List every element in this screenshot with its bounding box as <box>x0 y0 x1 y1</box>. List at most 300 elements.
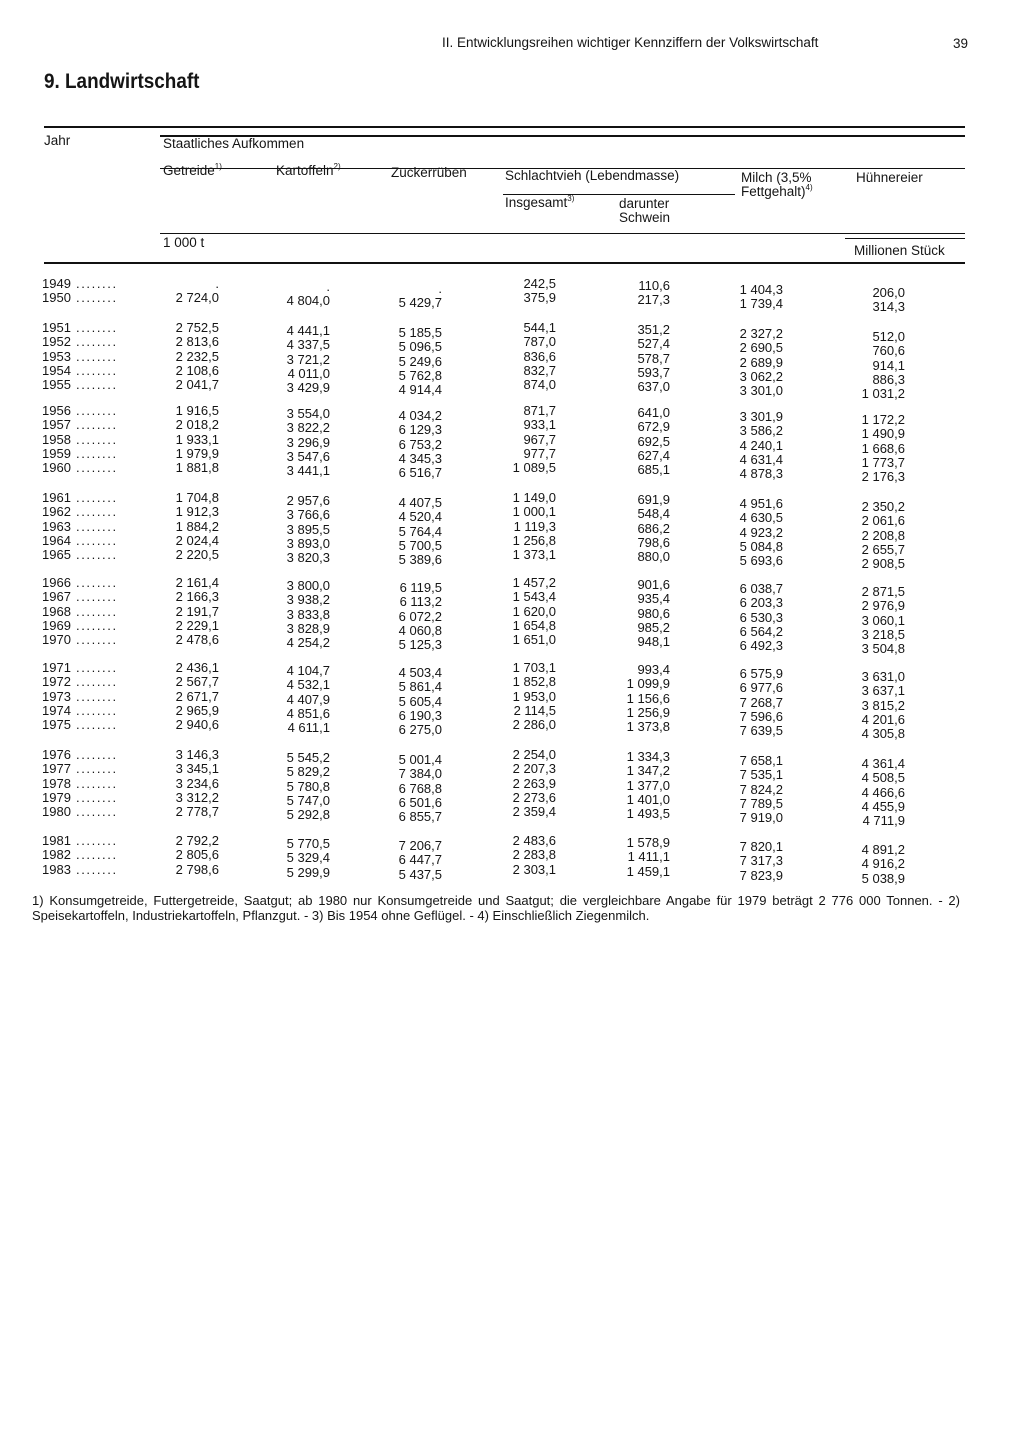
insgesamt-cell: 871,7 <box>523 403 556 418</box>
kartoffeln-cell: 3 833,8 <box>286 606 330 622</box>
col-zuckerrueben: Zuckerrüben <box>391 165 467 180</box>
schwein-cell: 593,7 <box>637 364 670 380</box>
huehnereier-cell: 206,0 <box>872 285 905 300</box>
zuckerrueben-cell: 4 914,4 <box>398 382 442 398</box>
year-cell: 1951 <box>42 320 71 335</box>
insgesamt-cell: 1 119,3 <box>513 518 556 534</box>
table-top-rule <box>44 126 965 128</box>
huehnereier-cell: 3 637,1 <box>861 683 905 699</box>
col-insgesamt: Insgesamt$^{3)}$ <box>505 194 575 210</box>
getreide-cell: 2 220,5 <box>175 547 219 563</box>
kartoffeln-cell: 4 804,0 <box>286 293 330 309</box>
getreide-cell: 2 161,4 <box>175 575 219 590</box>
kartoffeln-cell: 5 299,9 <box>286 864 330 880</box>
kartoffeln-cell: . <box>326 279 330 294</box>
milch-cell: 2 690,5 <box>739 340 783 356</box>
schwein-cell: 1 377,0 <box>626 777 670 793</box>
milch-cell: 6 492,3 <box>739 638 783 654</box>
col-jahr: Jahr <box>44 133 71 148</box>
year-cell: 1972 <box>42 674 71 690</box>
schwein-cell: 1 156,6 <box>626 690 670 706</box>
getreide-cell: 2 805,6 <box>175 847 219 863</box>
zuckerrueben-cell: 5 389,6 <box>398 552 442 568</box>
zuckerrueben-cell: 5 096,5 <box>398 339 442 355</box>
kartoffeln-cell: 5 747,0 <box>286 792 330 808</box>
zuckerrueben-cell: 6 129,3 <box>398 422 442 438</box>
huehnereier-cell: 4 916,2 <box>861 856 905 872</box>
zuckerrueben-cell: 6 855,7 <box>398 809 442 825</box>
leader-dots: ........ <box>76 417 118 433</box>
zuckerrueben-cell: 6 072,2 <box>398 608 442 624</box>
schwein-cell: 351,2 <box>637 322 670 337</box>
leader-dots: ........ <box>76 334 118 350</box>
year-cell: 1963 <box>42 518 71 534</box>
zuckerrueben-cell: 5 764,4 <box>398 523 442 539</box>
milch-cell: 6 530,3 <box>739 609 783 625</box>
kartoffeln-cell: 4 104,7 <box>286 663 330 678</box>
schwein-cell: 691,9 <box>637 492 670 507</box>
milch-cell: 3 062,2 <box>739 368 783 384</box>
schwein-cell: 641,0 <box>637 405 670 420</box>
leader-dots: ........ <box>76 603 118 619</box>
kartoffeln-cell: 2 957,6 <box>286 493 330 508</box>
zuckerrueben-cell: 5 861,4 <box>398 679 442 695</box>
year-cell: 1980 <box>42 804 71 820</box>
year-cell: 1974 <box>42 702 71 718</box>
milch-cell: 4 923,2 <box>739 524 783 540</box>
col-kartoffeln: Kartoffeln$^{2)}$ <box>276 162 341 178</box>
getreide-cell: 2 229,1 <box>175 617 219 633</box>
leader-dots: ........ <box>76 518 118 534</box>
year-cell: 1967 <box>42 589 71 605</box>
leader-dots: ........ <box>76 617 118 633</box>
year-cell: 1964 <box>42 532 71 548</box>
year-cell: 1979 <box>42 789 71 805</box>
insgesamt-cell: 1 953,0 <box>512 688 556 704</box>
huehnereier-cell: 3 218,5 <box>861 626 905 642</box>
leader-dots: ........ <box>76 377 118 393</box>
year-cell: 1981 <box>42 833 71 848</box>
col-schwein: Schwein <box>619 210 671 225</box>
getreide-cell: 1 704,8 <box>175 490 219 505</box>
kartoffeln-cell: 4 407,9 <box>286 691 330 707</box>
huehnereier-cell: 2 976,9 <box>861 598 905 614</box>
insgesamt-cell: 2 303,1 <box>512 861 556 877</box>
zuckerrueben-cell: 6 501,6 <box>398 794 442 810</box>
insgesamt-cell: 2 286,0 <box>512 717 556 733</box>
kartoffeln-cell: 4 441,1 <box>286 323 330 338</box>
kartoffeln-cell: 3 766,6 <box>286 507 330 523</box>
kartoffeln-cell: 5 780,8 <box>286 778 330 794</box>
huehnereier-cell: 760,6 <box>872 343 905 359</box>
leader-dots: ........ <box>76 320 118 335</box>
huehnereier-cell: 4 508,5 <box>861 770 905 786</box>
milch-cell: 7 535,1 <box>739 767 783 783</box>
schwein-cell: 935,4 <box>637 591 670 607</box>
milch-cell: 4 878,3 <box>739 466 783 482</box>
getreide-cell: 2 191,7 <box>175 603 219 619</box>
milch-cell: 6 564,2 <box>739 623 783 639</box>
year-cell: 1971 <box>42 660 71 675</box>
year-cell: 1976 <box>42 747 71 762</box>
insgesamt-cell: 1 373,1 <box>512 547 556 563</box>
huehnereier-cell: 4 711,9 <box>862 813 905 829</box>
year-cell: 1949 <box>42 276 71 291</box>
insgesamt-cell: 2 273,6 <box>512 789 556 805</box>
leader-dots: ........ <box>76 589 118 605</box>
col-huehnereier: Hühnereier <box>856 170 923 185</box>
getreide-cell: 3 146,3 <box>175 747 219 762</box>
getreide-cell: 3 234,6 <box>175 775 219 791</box>
zuckerrueben-cell: 4 060,8 <box>398 622 442 638</box>
year-cell: 1950 <box>42 290 71 306</box>
insgesamt-cell: 874,0 <box>523 377 556 393</box>
leader-dots: ........ <box>76 847 118 863</box>
year-cell: 1962 <box>42 504 71 520</box>
insgesamt-cell: 1 089,5 <box>512 460 556 476</box>
schwein-cell: 217,3 <box>637 292 670 308</box>
huehnereier-cell: 4 361,4 <box>861 756 905 771</box>
milch-cell: 4 951,6 <box>739 496 783 511</box>
year-cell: 1952 <box>42 334 71 350</box>
huehnereier-cell: 314,3 <box>872 299 905 315</box>
zuckerrueben-cell: 5 429,7 <box>398 295 442 311</box>
year-cell: 1978 <box>42 775 71 791</box>
leader-dots: ........ <box>76 804 118 820</box>
milch-cell: 4 240,1 <box>739 437 783 453</box>
group-label: Staatliches Aufkommen <box>163 136 305 151</box>
section-title: 9. Landwirtschaft <box>44 70 200 93</box>
insgesamt-cell: 787,0 <box>523 334 556 350</box>
huehnereier-cell: 4 455,9 <box>861 798 905 814</box>
huehnereier-cell: 4 305,8 <box>861 726 905 742</box>
huehnereier-cell: 1 172,2 <box>861 412 905 427</box>
col-getreide: Getreide$^{1)}$ <box>163 162 222 178</box>
leader-dots: ........ <box>76 445 118 461</box>
milch-cell: 6 575,9 <box>739 666 783 681</box>
col-milch-line1: Milch (3,5% <box>741 170 812 185</box>
col-schlachtvieh: Schlachtvieh (Lebendmasse) <box>505 168 680 183</box>
zuckerrueben-cell: 5 249,6 <box>398 353 442 369</box>
schwein-cell: 692,5 <box>637 433 670 449</box>
schwein-cell: 948,1 <box>637 634 670 650</box>
leader-dots: ........ <box>76 747 118 762</box>
insgesamt-cell: 1 654,8 <box>512 617 556 633</box>
getreide-cell: 2 108,6 <box>175 362 219 378</box>
kartoffeln-cell: 3 554,0 <box>286 406 330 421</box>
milch-cell: 3 301,0 <box>739 383 783 399</box>
insgesamt-cell: 977,7 <box>523 445 556 461</box>
zuckerrueben-cell: 4 520,4 <box>398 509 442 525</box>
zuckerrueben-cell: 6 190,3 <box>398 707 442 723</box>
leader-dots: ........ <box>76 861 118 877</box>
kartoffeln-cell: 3 822,2 <box>286 420 330 436</box>
schwein-cell: 1 401,0 <box>626 791 670 807</box>
year-cell: 1966 <box>42 575 71 590</box>
year-cell: 1958 <box>42 431 71 447</box>
zuckerrueben-cell: 4 345,3 <box>398 450 442 466</box>
kartoffeln-cell: 5 329,4 <box>286 850 330 866</box>
leader-dots: ........ <box>76 833 118 848</box>
huehnereier-cell: 4 891,2 <box>861 842 905 857</box>
zuckerrueben-cell: 4 034,2 <box>398 408 442 423</box>
schwein-cell: 1 373,8 <box>626 719 670 735</box>
kartoffeln-cell: 4 611,1 <box>287 720 330 736</box>
getreide-cell: 2 792,2 <box>175 833 219 848</box>
insgesamt-cell: 2 283,8 <box>512 847 556 863</box>
schwein-cell: 1 334,3 <box>626 749 670 764</box>
schwein-cell: 1 099,9 <box>626 676 670 692</box>
leader-dots: ........ <box>76 575 118 590</box>
getreide-cell: 2 166,3 <box>175 589 219 605</box>
huehnereier-cell: 5 038,9 <box>861 870 905 886</box>
huehnereier-cell: 1 490,9 <box>861 426 905 442</box>
kartoffeln-cell: 3 893,0 <box>286 535 330 551</box>
getreide-cell: 2 724,0 <box>175 290 219 306</box>
milch-cell: 5 693,6 <box>739 553 783 569</box>
leader-dots: ........ <box>76 348 118 364</box>
getreide-cell: 2 041,7 <box>175 377 219 393</box>
insgesamt-cell: 375,9 <box>523 290 556 306</box>
schwein-cell: 637,0 <box>637 379 670 395</box>
leader-dots: ........ <box>76 775 118 791</box>
leader-dots: ........ <box>76 290 118 306</box>
insgesamt-cell: 242,5 <box>523 276 556 291</box>
year-cell: 1977 <box>42 761 71 777</box>
milch-cell: 7 639,5 <box>739 723 783 739</box>
table-header-bottom-rule <box>44 262 965 264</box>
schwein-cell: 1 256,9 <box>626 704 670 720</box>
milch-cell: 7 823,9 <box>739 867 783 883</box>
milch-cell: 7 789,5 <box>739 795 783 811</box>
page-number: 39 <box>953 36 969 51</box>
schwein-cell: 985,2 <box>637 619 670 635</box>
milch-cell: 7 824,2 <box>739 781 783 797</box>
zuckerrueben-cell: 5 605,4 <box>398 693 442 709</box>
kartoffeln-cell: 3 721,2 <box>286 351 330 367</box>
huehnereier-cell: 1 773,7 <box>861 454 905 470</box>
milch-cell: 2 327,2 <box>739 326 783 341</box>
leader-dots: ........ <box>76 490 118 505</box>
kartoffeln-cell: 5 292,8 <box>286 807 330 823</box>
huehnereier-cell: 2 061,6 <box>861 513 905 529</box>
year-cell: 1957 <box>42 417 71 433</box>
col-milch-line2: Fettgehalt)$^{4)}$ <box>741 183 813 199</box>
zuckerrueben-cell: 6 447,7 <box>398 852 442 868</box>
schwein-cell: 798,6 <box>637 534 670 550</box>
leader-dots: ........ <box>76 688 118 704</box>
year-cell: 1968 <box>42 603 71 619</box>
insgesamt-cell: 1 543,4 <box>512 589 556 605</box>
huehnereier-cell: 1 031,2 <box>861 386 905 402</box>
huehnereier-cell: 2 908,5 <box>861 556 905 572</box>
getreide-cell: 2 436,1 <box>175 660 219 675</box>
schwein-cell: 110,6 <box>638 278 670 293</box>
zuckerrueben-cell: 6 753,2 <box>398 436 442 452</box>
kartoffeln-cell: 3 820,3 <box>286 550 330 566</box>
getreide-cell: 2 024,4 <box>175 532 219 548</box>
milch-cell: 7 919,0 <box>739 810 783 826</box>
insgesamt-cell: 1 703,1 <box>512 660 556 675</box>
insgesamt-cell: 933,1 <box>523 417 556 433</box>
zuckerrueben-cell: 5 125,3 <box>398 637 442 653</box>
huehnereier-cell: 914,1 <box>872 357 905 373</box>
year-cell: 1955 <box>42 377 71 393</box>
getreide-cell: 1 979,9 <box>175 445 219 461</box>
insgesamt-cell: 2 254,0 <box>512 747 556 762</box>
getreide-cell: 2 752,5 <box>175 320 219 335</box>
huehnereier-cell: 2 655,7 <box>861 541 905 557</box>
kartoffeln-cell: 4 851,6 <box>286 705 330 721</box>
getreide-cell: 2 018,2 <box>175 417 219 433</box>
schwein-cell: 527,4 <box>637 336 670 352</box>
huehnereier-cell: 2 176,3 <box>861 469 905 485</box>
getreide-cell: 2 478,6 <box>175 632 219 648</box>
getreide-cell: 1 912,3 <box>175 504 219 520</box>
kartoffeln-cell: 4 011,0 <box>287 365 330 381</box>
schwein-cell: 1 411,1 <box>627 849 670 865</box>
year-cell: 1953 <box>42 348 71 364</box>
insgesamt-cell: 2 207,3 <box>512 761 556 777</box>
huehnereier-cell: 2 350,2 <box>861 499 905 514</box>
running-title: II. Entwicklungsreihen wichtiger Kennziffern der Volkswirtschaft <box>442 35 819 50</box>
footnote: 1) Konsumgetreide, Futtergetreide, Saatgut; ab 1980 nur Konsumgetreide und Saatgut; die vergleichbare Angabe für 1979 beträgt 2 776 000 Tonnen. - 2) Speisekartoffeln, Industriekartoffeln, Pflanzgut. - 3) Bis 1954 ohne Geflügel. - 4) Einschließlich Ziegenmilch. <box>32 893 960 923</box>
insgesamt-cell: 836,6 <box>523 348 556 364</box>
insgesamt-cell: 1 000,1 <box>512 504 556 520</box>
insgesamt-cell: 2 483,6 <box>512 833 556 848</box>
zuckerrueben-cell: 6 275,0 <box>398 722 442 738</box>
insgesamt-cell: 2 359,4 <box>512 804 556 820</box>
getreide-cell: 2 940,6 <box>175 717 219 733</box>
kartoffeln-cell: 3 296,9 <box>286 434 330 450</box>
milch-cell: 7 317,3 <box>739 853 783 869</box>
huehnereier-cell: 4 466,6 <box>861 784 905 800</box>
milch-cell: 1 404,3 <box>739 282 783 297</box>
insgesamt-cell: 967,7 <box>523 431 556 447</box>
year-cell: 1965 <box>42 547 71 563</box>
milch-cell: 6 038,7 <box>739 581 783 596</box>
huehnereier-cell: 886,3 <box>872 371 905 387</box>
leader-dots: ........ <box>76 761 118 777</box>
kartoffeln-cell: 5 829,2 <box>286 764 330 780</box>
schwein-cell: 578,7 <box>637 350 670 366</box>
milch-cell: 3 301,9 <box>739 409 783 424</box>
zuckerrueben-cell: 5 001,4 <box>398 752 442 767</box>
leader-dots: ........ <box>76 460 118 476</box>
year-cell: 1983 <box>42 861 71 877</box>
insgesamt-cell: 1 149,0 <box>512 490 556 505</box>
milch-cell: 5 084,8 <box>739 538 783 554</box>
schwein-cell: 880,0 <box>637 549 670 565</box>
zuckerrueben-cell: 4 407,5 <box>398 495 442 510</box>
leader-dots: ........ <box>76 403 118 418</box>
schwein-cell: 993,4 <box>637 662 670 677</box>
schwein-cell: 685,1 <box>637 462 670 478</box>
milch-cell: 3 586,2 <box>739 423 783 439</box>
kartoffeln-cell: 3 895,5 <box>286 521 330 537</box>
leader-dots: ........ <box>76 504 118 520</box>
milch-cell: 4 631,4 <box>739 451 783 467</box>
insgesamt-cell: 2 263,9 <box>512 775 556 791</box>
year-cell: 1970 <box>42 632 71 648</box>
schwein-cell: 548,4 <box>637 506 670 522</box>
leader-dots: ........ <box>76 674 118 690</box>
huehnereier-cell: 4 201,6 <box>861 711 905 727</box>
getreide-cell: 1 916,5 <box>175 403 219 418</box>
zuckerrueben-cell: 7 206,7 <box>398 838 442 853</box>
unit-rule <box>160 233 965 234</box>
zuckerrueben-cell: 6 119,5 <box>399 580 442 595</box>
getreide-cell: 2 813,6 <box>175 334 219 350</box>
zuckerrueben-cell: 7 384,0 <box>398 766 442 782</box>
milch-cell: 7 596,6 <box>739 708 783 724</box>
getreide-cell: 2 965,9 <box>175 702 219 718</box>
milch-cell: 7 658,1 <box>739 753 783 768</box>
insgesamt-cell: 544,1 <box>523 320 556 335</box>
zuckerrueben-cell: 6 113,2 <box>399 594 442 610</box>
getreide-cell: 2 232,5 <box>175 348 219 364</box>
zuckerrueben-cell: 6 768,8 <box>398 780 442 796</box>
kartoffeln-cell: 4 254,2 <box>286 635 330 651</box>
insgesamt-cell: 1 457,2 <box>512 575 556 590</box>
getreide-cell: . <box>215 276 219 291</box>
unit-left: 1 000 t <box>163 235 205 250</box>
leader-dots: ........ <box>76 532 118 548</box>
huehnereier-cell: 3 631,0 <box>861 669 905 684</box>
insgesamt-cell: 1 651,0 <box>512 632 556 648</box>
leader-dots: ........ <box>76 717 118 733</box>
huehnereier-cell: 2 871,5 <box>861 584 905 599</box>
insgesamt-cell: 1 852,8 <box>512 674 556 690</box>
schwein-cell: 901,6 <box>637 577 670 592</box>
milch-cell: 1 739,4 <box>739 296 783 312</box>
year-cell: 1954 <box>42 362 71 378</box>
insgesamt-cell: 1 620,0 <box>512 603 556 619</box>
year-cell: 1959 <box>42 445 71 461</box>
getreide-cell: 3 345,1 <box>175 761 219 777</box>
kartoffeln-cell: 4 532,1 <box>286 677 330 693</box>
getreide-cell: 1 884,2 <box>175 518 219 534</box>
kartoffeln-cell: 3 547,6 <box>286 448 330 464</box>
huehnereier-cell: 2 208,8 <box>861 527 905 543</box>
huehnereier-cell: 3 815,2 <box>861 697 905 713</box>
year-cell: 1969 <box>42 617 71 633</box>
leader-dots: ........ <box>76 431 118 447</box>
schwein-cell: 627,4 <box>637 447 670 463</box>
zuckerrueben-cell: 6 516,7 <box>398 465 442 481</box>
zuckerrueben-cell: 5 762,8 <box>398 367 442 383</box>
schwein-cell: 1 578,9 <box>626 835 670 850</box>
getreide-cell: 2 778,7 <box>175 804 219 820</box>
schwein-cell: 980,6 <box>637 605 670 621</box>
huehnereier-cell: 3 504,8 <box>861 641 905 657</box>
milch-cell: 7 820,1 <box>739 839 783 854</box>
getreide-cell: 1 881,8 <box>175 460 219 476</box>
unit-right-rule <box>845 238 965 239</box>
leader-dots: ........ <box>76 702 118 718</box>
huehnereier-cell: 512,0 <box>872 329 905 344</box>
year-cell: 1961 <box>42 490 71 505</box>
zuckerrueben-cell: 4 503,4 <box>398 665 442 680</box>
zuckerrueben-cell: . <box>438 281 442 296</box>
getreide-cell: 2 567,7 <box>175 674 219 690</box>
getreide-cell: 3 312,2 <box>175 789 219 805</box>
insgesamt-cell: 1 256,8 <box>512 532 556 548</box>
getreide-cell: 1 933,1 <box>175 431 219 447</box>
schwein-cell: 686,2 <box>637 520 670 536</box>
year-cell: 1973 <box>42 688 71 704</box>
leader-dots: ........ <box>76 789 118 805</box>
